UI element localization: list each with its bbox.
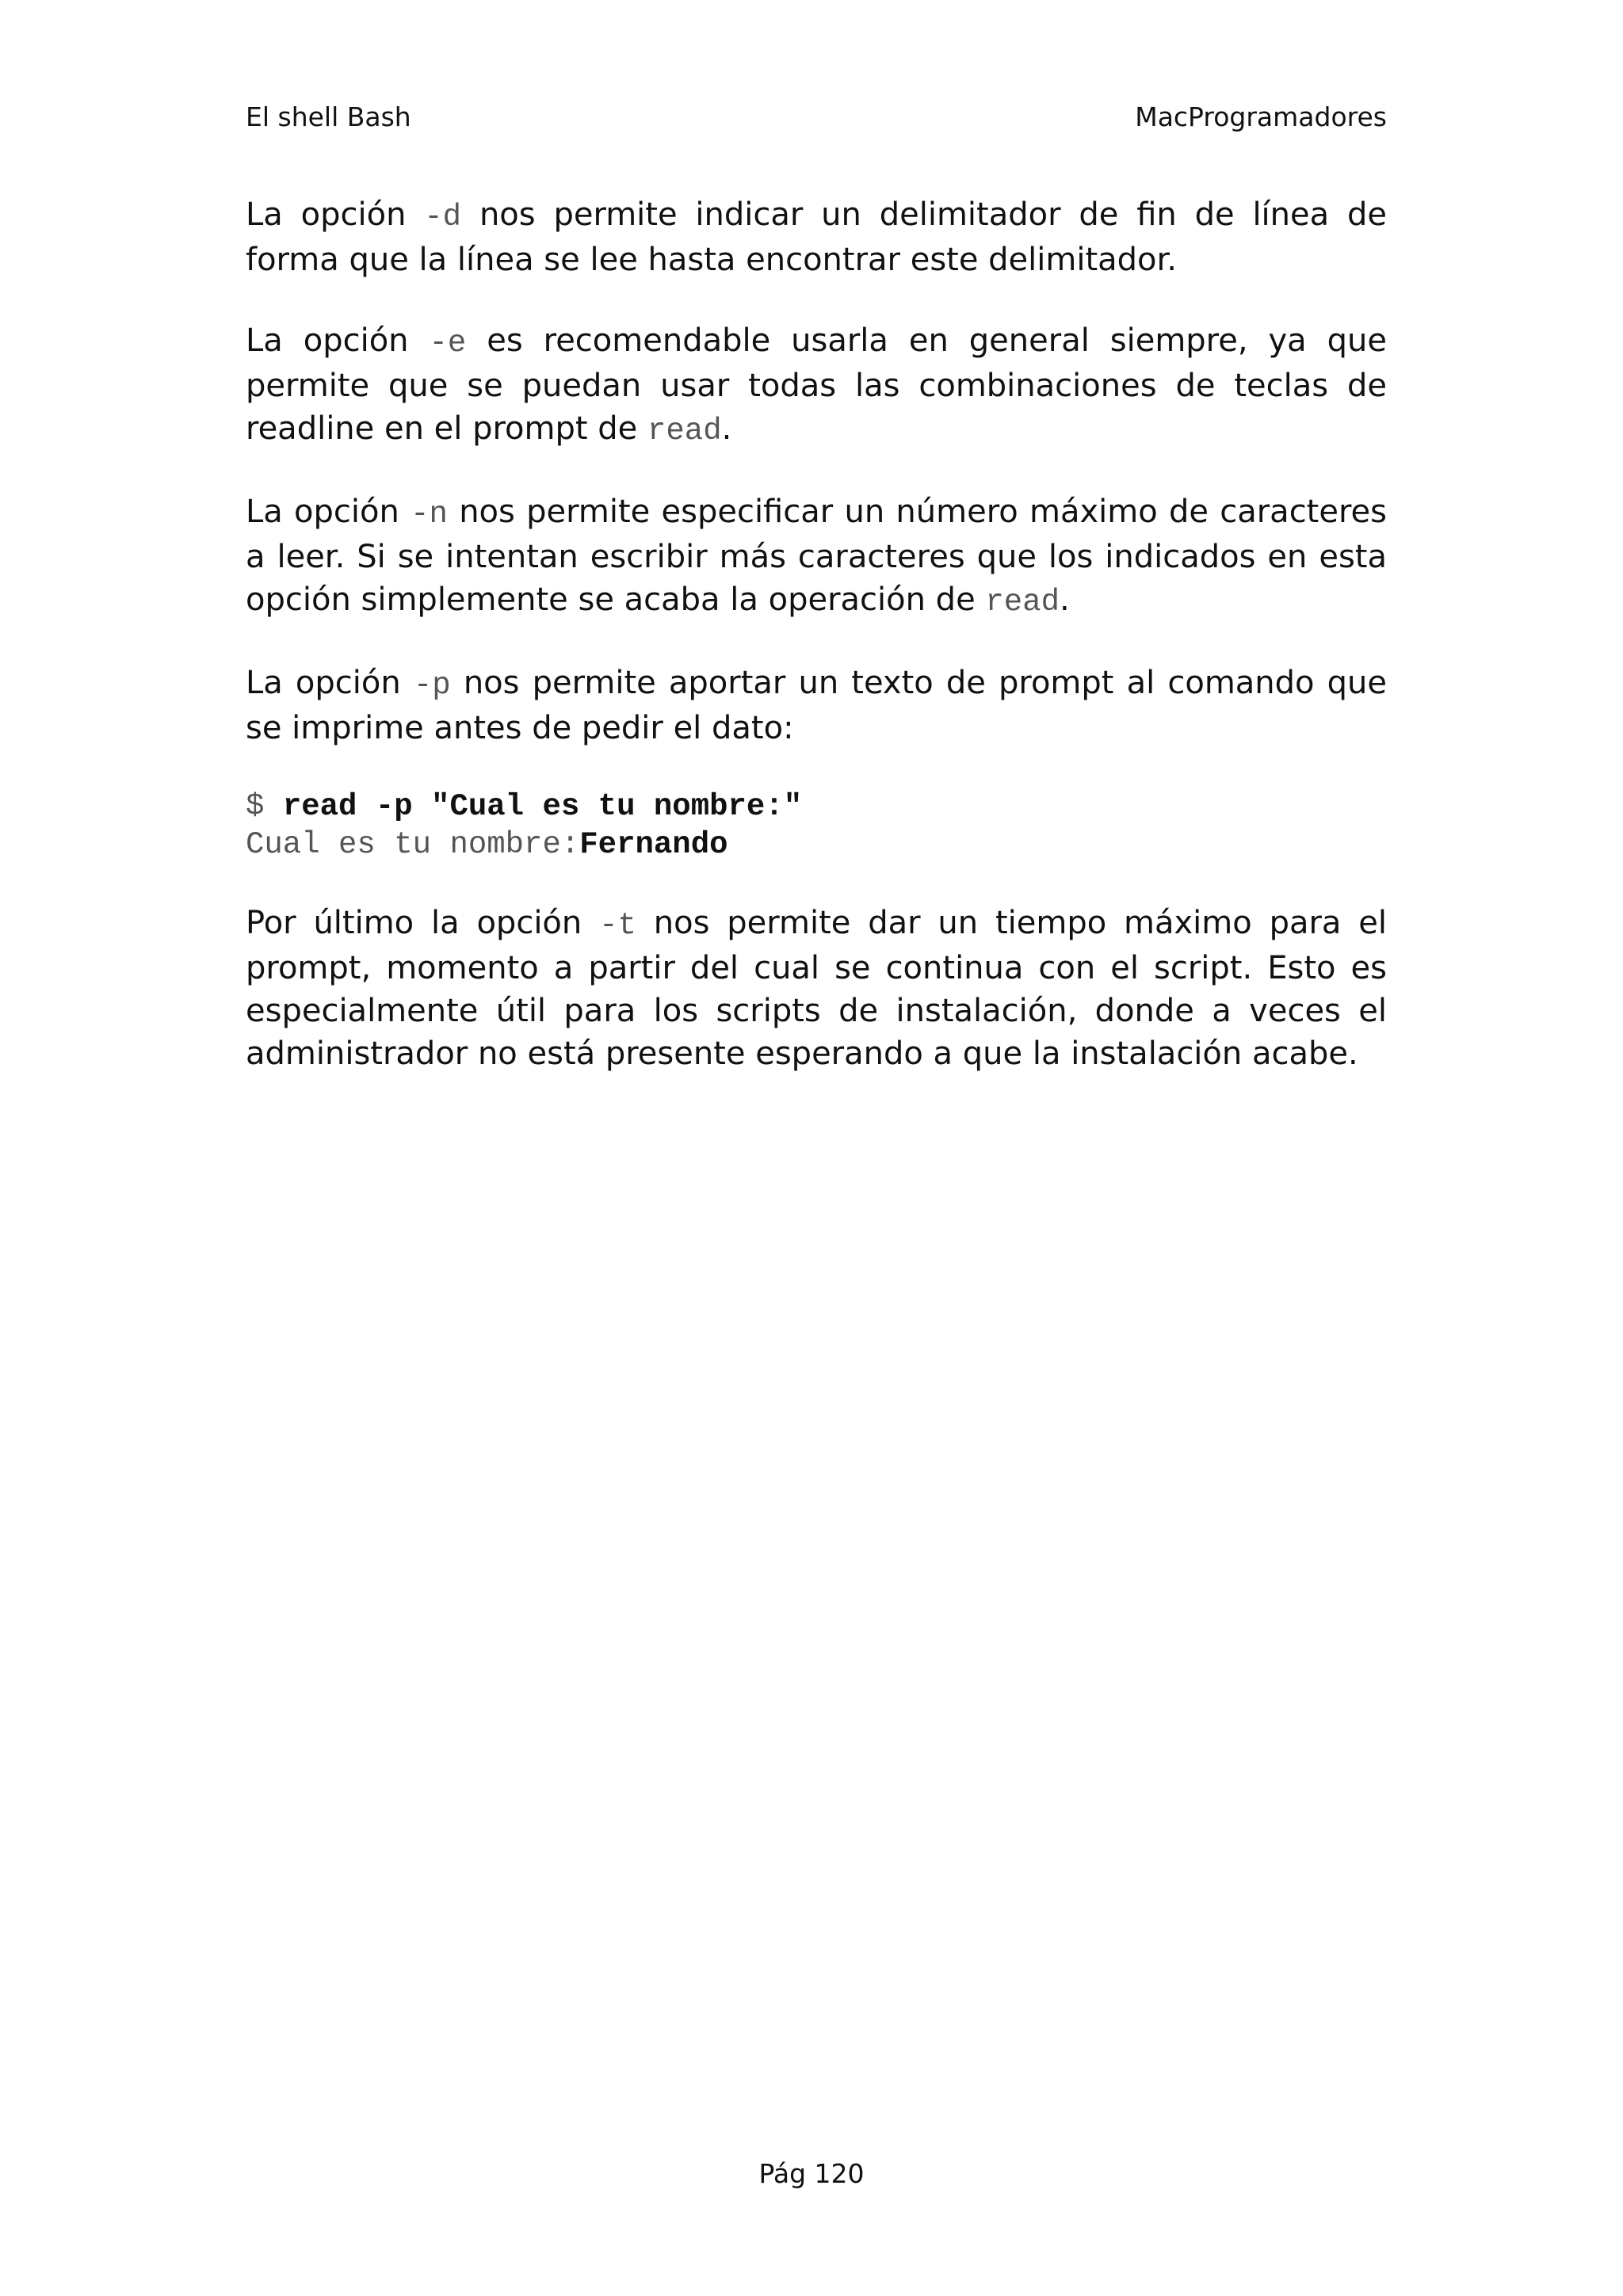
code-command-line <box>246 788 1387 826</box>
page-footer <box>0 2157 1623 2191</box>
paragraph-text: La opción <box>246 322 430 359</box>
paragraph-text: nos permite indicar un delimitador de fin de línea de forma que la línea se lee hasta encontrar este delimitador. <box>246 196 1387 278</box>
paragraph-option-n <box>246 490 1387 624</box>
paragraph-option-p <box>246 662 1387 749</box>
paragraph-text: . <box>1060 582 1070 618</box>
paragraph-text: nos permite especificar un número máximo de caracteres a leer. Si se intentan escribir más caracteres que los indicados en esta opción simplemente se acaba la operación de <box>246 494 1387 618</box>
paragraph-text: La opción <box>246 494 411 530</box>
page-header <box>246 100 1387 135</box>
inline-code: -d <box>424 200 462 235</box>
code-command: read -p "Cual es tu nombre:" <box>282 789 803 824</box>
paragraph-text: es recomendable usarla en general siempre, ya que permite que se puedan usar todas las combinaciones de teclas de readline en el prompt de <box>246 322 1387 447</box>
inline-code: read <box>647 414 722 448</box>
paragraph-option-d <box>246 193 1387 281</box>
inline-code: -p <box>413 668 451 703</box>
paragraph-text: La opción <box>246 665 414 701</box>
code-example <box>246 788 1387 864</box>
paragraph-text: nos permite aportar un texto de prompt al comando que se imprime antes de pedir el dato: <box>246 665 1388 746</box>
code-output-prompt: Cual es tu nombre: <box>246 827 580 862</box>
page-content <box>246 193 1387 1113</box>
paragraph-text: Por último la opción <box>246 905 600 941</box>
inline-code: -n <box>411 497 448 532</box>
paragraph-option-t <box>246 902 1387 1075</box>
code-output-input: Fernando <box>579 827 728 862</box>
paragraph-text: . <box>721 410 732 447</box>
page-number: Pág 120 <box>758 2158 865 2189</box>
inline-code: -e <box>429 326 467 360</box>
inline-code: -t <box>599 908 636 943</box>
paragraph-option-e <box>246 319 1387 452</box>
code-output-line <box>246 826 1387 864</box>
code-prompt: $ <box>246 789 283 824</box>
paragraph-text: La opción <box>246 196 425 233</box>
header-book-title: El shell Bash <box>246 101 411 132</box>
header-publisher: MacProgramadores <box>1135 101 1387 132</box>
inline-code: read <box>985 585 1060 620</box>
paragraph-text: nos permite dar un tiempo máximo para el prompt, momento a partir del cual se continua con el script. Esto es especialmente útil para los scripts de instalación, donde a veces el administrador no está presente esperando a que la instalación acabe. <box>246 905 1388 1072</box>
